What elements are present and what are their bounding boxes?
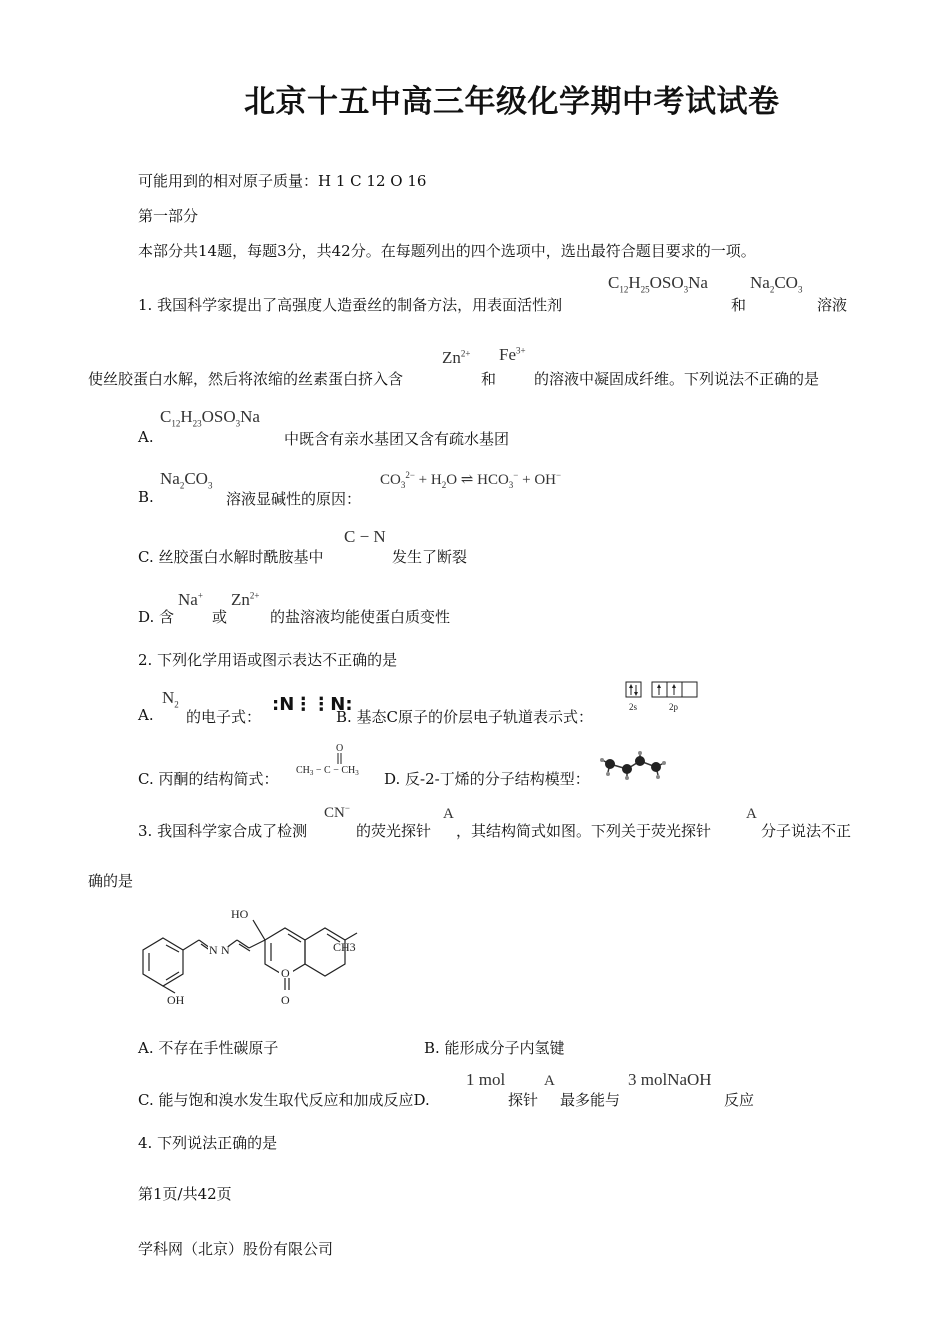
formula-fe-ion: $Fe^{3+}$	[499, 345, 526, 364]
q1-option-d-tail: 的盐溶液均能使蛋白质变性	[270, 608, 451, 626]
probe-a-structure	[135, 900, 365, 1010]
hydrolysis-equation: $CO_3^{2-} + H_2O$ ⇌ $HCO_3^- + OH^-$	[380, 470, 562, 490]
probe-label-1: A	[443, 806, 454, 822]
struct-label-ring-o: O	[281, 966, 290, 980]
formula-na-ion: Na+	[178, 590, 203, 609]
trans-2-butene-model	[600, 750, 670, 780]
struct-label-oh: OH	[167, 993, 185, 1007]
formula-surfactant: $C_{12}H_{25}OSO_3Na$	[608, 273, 708, 295]
q2-option-a-label: A.	[138, 706, 154, 724]
struct-label-carbonyl-o: O	[281, 993, 290, 1007]
struct-label-ho: HO	[231, 907, 249, 921]
q2-stem: 2. 下列化学用语或图示表达不正确的是	[138, 651, 398, 669]
q3-option-c: C. 能与饱和溴水发生取代反应和加成反应D.	[138, 1091, 430, 1109]
q3-d-probe: 探针	[508, 1091, 539, 1109]
probe-label-3: A	[544, 1073, 555, 1089]
q1-and-2: 和	[481, 370, 497, 388]
struct-label-n1: N	[209, 943, 218, 957]
q3-stem-e: 确的是	[88, 872, 134, 890]
acetone-structure	[296, 740, 380, 780]
q2-option-c-text: C. 丙酮的结构简式：	[138, 770, 279, 788]
q1-option-c-text: C. 丝胶蛋白水解时酰胺基中	[138, 548, 324, 566]
part-heading: 第一部分	[138, 207, 199, 225]
q1-option-d-lead: D. 含	[138, 608, 175, 626]
struct-label-ch3: CH3	[333, 940, 356, 954]
q1-stem-line2: 使丝胶蛋白水解，然后将浓缩的丝素蛋白挤入含	[88, 370, 404, 388]
q3-stem-d: 分子说法不正	[761, 822, 852, 840]
svg-text:CH3 − C − CH3: $CH_3 - C - CH_3$	[296, 765, 359, 777]
q3-stem-b: 的荧光探针	[356, 822, 432, 840]
q2-option-d-text: D. 反-2-丁烯的分子结构模型：	[384, 770, 590, 788]
n2-lewis-structure: :N⋮⋮N:	[272, 694, 353, 715]
q1-solution: 溶液	[817, 296, 848, 314]
q3-d-tail: 反应	[724, 1091, 755, 1109]
q3-d-naoh: 3 molNaOH	[628, 1070, 712, 1089]
q4-stem: 4. 下列说法正确的是	[138, 1134, 278, 1152]
q2-option-b-text: B. 基态C原子的价层电子轨道表示式：	[336, 708, 594, 726]
q3-option-a: A. 不存在手性碳原子	[138, 1039, 279, 1057]
page-title: 北京十五中高三年级化学期中考试试卷	[244, 84, 780, 120]
q1-and-1: 和	[731, 296, 747, 314]
q1-option-a-label: A.	[138, 428, 154, 446]
company-footer: 学科网（北京）股份有限公司	[138, 1240, 334, 1258]
instructions: 本部分共14题，每题3分，共42分。在每题列出的四个选项中，选出最符合题目要求的一项。	[138, 242, 756, 260]
formula-zn-ion-d: $Zn^{2+}$	[231, 590, 260, 609]
formula-c-n-bond: C − N	[344, 527, 386, 546]
formula-zn-ion: $Zn^{2+}$	[442, 348, 471, 367]
q3-stem-c: ，其结构简式如图。下列关于荧光探针	[456, 822, 712, 840]
q1-option-a-text: 中既含有亲水基团又含有疏水基团	[284, 430, 510, 448]
formula-surfactant-a: $C_{12}H_{23}OSO_3Na$	[160, 407, 260, 429]
svg-text:O: O	[336, 743, 344, 754]
q2-option-a-text: 的电子式：	[186, 708, 262, 726]
formula-cn-ion: CN−	[324, 803, 350, 821]
probe-label-2: A	[746, 806, 757, 822]
q3-stem-a: 3. 我国科学家合成了检测	[138, 822, 308, 840]
q1-stem-start: 1. 我国科学家提出了高强度人造蚕丝的制备方法，用表面活性剂	[138, 296, 563, 314]
q1-option-b-label: B.	[138, 488, 154, 506]
page-number: 第1页/共42页	[138, 1185, 232, 1203]
q3-d-mol: 1 mol	[466, 1070, 506, 1089]
atomic-masses-line: 可能用到的相对原子质量：H 1 C 12 O 16	[138, 172, 427, 190]
orbital-2p-label: 2p	[669, 702, 678, 712]
q1-option-c-tail: 发生了断裂	[392, 548, 468, 566]
q3-d-most: 最多能与	[560, 1091, 621, 1109]
formula-n2: $N_2$	[162, 688, 179, 710]
q1-option-d-or: 或	[212, 608, 228, 626]
formula-na2co3-b: $Na_2CO_3$	[160, 469, 213, 491]
q3-option-b: B. 能形成分子内氢键	[424, 1039, 565, 1057]
q1-stem-line2-end: 的溶液中凝固成纤维。下列说法不正确的是	[534, 370, 820, 388]
formula-na2co3: $Na_2CO_3$	[750, 273, 803, 295]
struct-label-n2: N	[221, 943, 230, 957]
q1-option-b-text: 溶液显碱性的原因：	[226, 490, 362, 508]
orbital-diagram	[624, 680, 708, 714]
orbital-2s-label: 2s	[629, 702, 638, 712]
